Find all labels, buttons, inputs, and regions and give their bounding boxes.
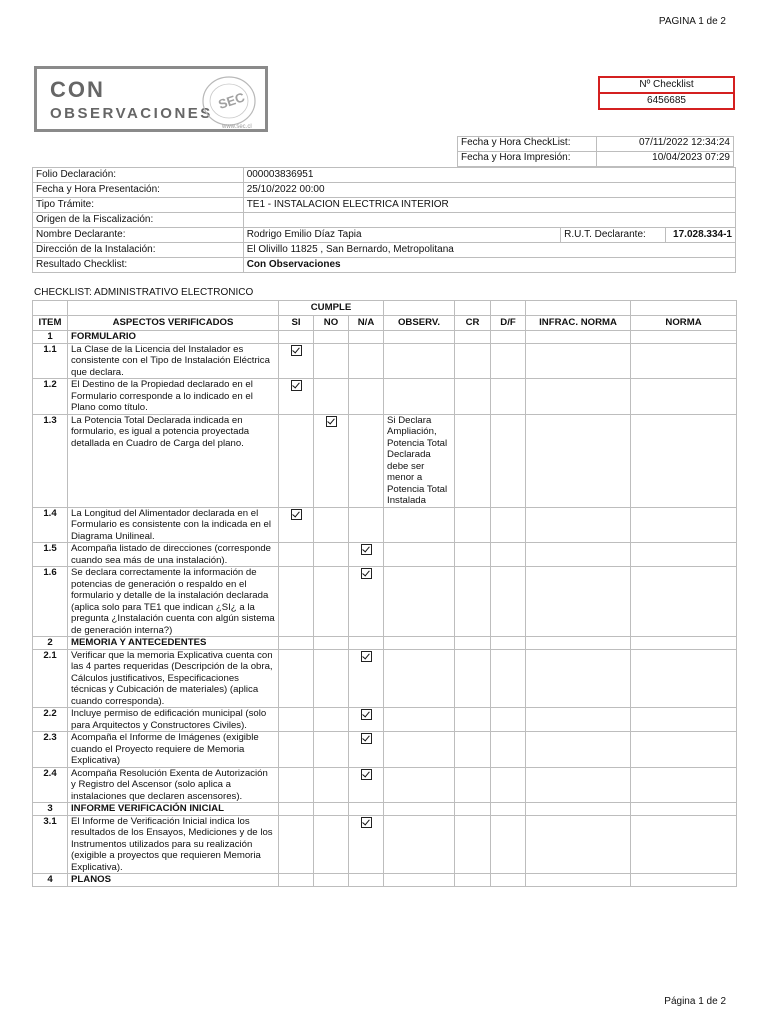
norma-cell (631, 567, 737, 637)
item-number: 1.4 (33, 507, 68, 543)
cumple-si-cell (279, 331, 314, 344)
header-observ: OBSERV. (384, 316, 455, 331)
norma-cell (631, 507, 737, 543)
cumple-na-cell (349, 708, 384, 732)
header-no: NO (314, 316, 349, 331)
norma-cell (631, 803, 737, 816)
checklist-row (33, 732, 737, 768)
observ-cell (384, 637, 455, 650)
infrac-cell (526, 767, 631, 803)
infrac-cell (526, 414, 631, 507)
status-stamp (34, 66, 268, 132)
item-number: 1.3 (33, 414, 68, 507)
df-cell (491, 414, 526, 507)
section-row (33, 803, 737, 816)
dates-table (457, 136, 734, 167)
norma-cell (631, 767, 737, 803)
infrac-cell (526, 803, 631, 816)
observ-cell (384, 507, 455, 543)
section-row (33, 637, 737, 650)
cumple-na-cell (349, 507, 384, 543)
item-number: 1.2 (33, 379, 68, 415)
cr-cell (455, 543, 491, 567)
cr-cell (455, 414, 491, 507)
cumple-na-cell (349, 874, 384, 887)
header-row-top (33, 301, 737, 316)
df-cell (491, 331, 526, 344)
checklist-row (33, 815, 737, 874)
date-row (458, 137, 734, 152)
info-label: Origen de la Fiscalización: (33, 213, 244, 228)
info-label: Tipo Trámite: (33, 198, 244, 213)
norma-cell (631, 414, 737, 507)
df-cell (491, 649, 526, 708)
observ-cell (384, 732, 455, 768)
cr-cell (455, 567, 491, 637)
aspect-text: Se declara correctamente la información de potencias de generación o respaldo en el formulario y detalle de la instalación declarada (aplica solo para TE1 que indican ¿SI¿ a la pregunta ¿Instalación cuenta con algún sistema de generación interna?) (68, 567, 279, 637)
observ-cell (384, 874, 455, 887)
info-label: Dirección de la Instalación: (33, 243, 244, 258)
info-row (33, 228, 736, 243)
norma-cell (631, 637, 737, 650)
cumple-na-cell (349, 414, 384, 507)
df-cell (491, 708, 526, 732)
aspect-text: Acompaña Resolución Exenta de Autorización y Registro del Ascensor (solo aplica a instalaciones que declaren ascensores). (68, 767, 279, 803)
checklist-table (32, 300, 737, 887)
cumple-si-cell (279, 543, 314, 567)
checkbox-checked-icon (361, 651, 372, 662)
cumple-si-cell (279, 874, 314, 887)
cumple-na-cell (349, 567, 384, 637)
item-number: 1 (33, 331, 68, 344)
info-row (33, 258, 736, 273)
info-label: Nombre Declarante: (33, 228, 244, 243)
df-cell (491, 803, 526, 816)
df-cell (491, 815, 526, 874)
section-title: PLANOS (68, 874, 279, 887)
cr-cell (455, 874, 491, 887)
checklist-row (33, 767, 737, 803)
aspect-text: La Potencia Total Declarada indicada en formulario, es igual a potencia proyectada detallada en Cuadro de Carga del plano. (68, 414, 279, 507)
stamp-line-1: CON (50, 77, 105, 102)
cumple-si-cell (279, 567, 314, 637)
header-cr: CR (455, 316, 491, 331)
date-value: 07/11/2022 12:34:24 (597, 137, 734, 152)
item-number: 2.2 (33, 708, 68, 732)
checklist-row (33, 507, 737, 543)
observ-cell (384, 379, 455, 415)
infrac-cell (526, 507, 631, 543)
cumple-si-cell (279, 803, 314, 816)
cumple-na-cell (349, 343, 384, 379)
item-number: 2.4 (33, 767, 68, 803)
checkbox-checked-icon (326, 416, 337, 427)
cr-cell (455, 767, 491, 803)
info-value: El Olivillo 11825 , San Bernardo, Metropolitana (243, 243, 735, 258)
cumple-si-cell (279, 414, 314, 507)
date-row (458, 152, 734, 167)
header-cumple: CUMPLE (279, 301, 384, 316)
header-cell-empty (33, 301, 68, 316)
infrac-cell (526, 379, 631, 415)
df-cell (491, 732, 526, 768)
aspect-text: Incluye permiso de edificación municipal (solo para Arquitectos y Constructores Civiles). (68, 708, 279, 732)
info-row (33, 183, 736, 198)
infrac-cell (526, 343, 631, 379)
cumple-no-cell (314, 567, 349, 637)
observ-cell (384, 649, 455, 708)
cumple-no-cell (314, 343, 349, 379)
cumple-na-cell (349, 637, 384, 650)
cumple-si-cell (279, 379, 314, 415)
info-label: Resultado Checklist: (33, 258, 244, 273)
checklist-row (33, 379, 737, 415)
cumple-no-cell (314, 379, 349, 415)
info-value: 000003836951 (243, 168, 735, 183)
item-number: 1.5 (33, 543, 68, 567)
info-value: 25/10/2022 00:00 (243, 183, 735, 198)
checklist-row (33, 343, 737, 379)
cumple-no-cell (314, 507, 349, 543)
cumple-na-cell (349, 767, 384, 803)
checklist-number-label: Nº Checklist (600, 78, 733, 94)
page-number-bottom: Página 1 de 2 (664, 996, 726, 1007)
item-number: 1.6 (33, 567, 68, 637)
header-norma: NORMA (631, 316, 737, 331)
cr-cell (455, 803, 491, 816)
cumple-si-cell (279, 637, 314, 650)
checklist-row (33, 649, 737, 708)
item-number: 2 (33, 637, 68, 650)
cumple-no-cell (314, 803, 349, 816)
info-label: Fecha y Hora Presentación: (33, 183, 244, 198)
df-cell (491, 874, 526, 887)
norma-cell (631, 649, 737, 708)
norma-cell (631, 874, 737, 887)
item-number: 4 (33, 874, 68, 887)
cr-cell (455, 343, 491, 379)
info-row (33, 168, 736, 183)
df-cell (491, 379, 526, 415)
checkbox-checked-icon (291, 509, 302, 520)
cumple-no-cell (314, 874, 349, 887)
cumple-na-cell (349, 649, 384, 708)
item-number: 2.3 (33, 732, 68, 768)
cumple-si-cell (279, 343, 314, 379)
aspect-text: El Destino de la Propiedad declarado en el Formulario corresponde a lo indicado en el Plano como título. (68, 379, 279, 415)
stamp-line-2: OBSERVACIONES (50, 105, 213, 122)
cumple-no-cell (314, 637, 349, 650)
checklist-row (33, 708, 737, 732)
cumple-na-cell (349, 331, 384, 344)
header-cell-empty (68, 301, 279, 316)
checklist-number-box (598, 76, 735, 110)
item-number: 1.1 (33, 343, 68, 379)
info-row (33, 243, 736, 258)
header-item: ITEM (33, 316, 68, 331)
checkbox-checked-icon (361, 709, 372, 720)
info-value: Rodrigo Emilio Díaz Tapia (243, 228, 560, 243)
observ-cell (384, 815, 455, 874)
checklist-row (33, 567, 737, 637)
cumple-si-cell (279, 708, 314, 732)
page-number-top: PAGINA 1 de 2 (658, 16, 726, 27)
cr-cell (455, 507, 491, 543)
infrac-cell (526, 874, 631, 887)
aspect-text: Acompaña el Informe de Imágenes (exigible cuando el Proyecto requiere de Memoria Explicativa) (68, 732, 279, 768)
cr-cell (455, 732, 491, 768)
checklist-section-title: CHECKLIST: ADMINISTRATIVO ELECTRONICO (34, 287, 254, 298)
checkbox-checked-icon (291, 380, 302, 391)
cumple-na-cell (349, 543, 384, 567)
observ-cell (384, 343, 455, 379)
cr-cell (455, 637, 491, 650)
checklist-row (33, 414, 737, 507)
norma-cell (631, 543, 737, 567)
cr-cell (455, 331, 491, 344)
aspect-text: La Clase de la Licencia del Instalador es consistente con el Tipo de Instalación Eléctrica que declara. (68, 343, 279, 379)
norma-cell (631, 732, 737, 768)
cumple-na-cell (349, 732, 384, 768)
df-cell (491, 767, 526, 803)
checkbox-checked-icon (361, 544, 372, 555)
aspect-text: Acompaña listado de direcciones (corresponde cuando sea más de una instalación). (68, 543, 279, 567)
checklist-row (33, 543, 737, 567)
observ-cell (384, 331, 455, 344)
cumple-si-cell (279, 767, 314, 803)
rut-value: 17.028.334-1 (665, 228, 735, 243)
infrac-cell (526, 815, 631, 874)
header-row (33, 316, 737, 331)
infrac-cell (526, 543, 631, 567)
df-cell (491, 343, 526, 379)
df-cell (491, 543, 526, 567)
sec-logo-text: SEC (216, 89, 247, 113)
observ-cell (384, 543, 455, 567)
infrac-cell (526, 331, 631, 344)
df-cell (491, 637, 526, 650)
section-title: INFORME VERIFICACIÓN INICIAL (68, 803, 279, 816)
item-number: 3.1 (33, 815, 68, 874)
header-cell-empty (384, 301, 455, 316)
declaration-info-table (32, 167, 736, 273)
norma-cell (631, 379, 737, 415)
infrac-cell (526, 732, 631, 768)
cumple-na-cell (349, 379, 384, 415)
aspect-text: La Longitud del Alimentador declarada en el Formulario es consistente con la indicada en el Diagrama Unilineal. (68, 507, 279, 543)
cumple-si-cell (279, 815, 314, 874)
infrac-cell (526, 567, 631, 637)
info-row (33, 213, 736, 228)
cumple-na-cell (349, 815, 384, 874)
infrac-cell (526, 708, 631, 732)
item-number: 3 (33, 803, 68, 816)
header-si: SI (279, 316, 314, 331)
info-value: Con Observaciones (243, 258, 735, 273)
cr-cell (455, 649, 491, 708)
header-aspectos: ASPECTOS VERIFICADOS (68, 316, 279, 331)
df-cell (491, 507, 526, 543)
cr-cell (455, 815, 491, 874)
date-label: Fecha y Hora CheckList: (458, 137, 597, 152)
item-number: 2.1 (33, 649, 68, 708)
cumple-no-cell (314, 543, 349, 567)
header-na: N/A (349, 316, 384, 331)
info-label: Folio Declaración: (33, 168, 244, 183)
observ-cell (384, 567, 455, 637)
cumple-si-cell (279, 649, 314, 708)
checklist-number-value: 6456685 (647, 95, 686, 106)
section-row (33, 874, 737, 887)
header-cell-empty (526, 301, 631, 316)
aspect-text: El Informe de Verificación Inicial indica los resultados de los Ensayos, Mediciones y de los Instrumentos utilizados para su realización (exigible a proyectos que requieren Memoria Explicativa). (68, 815, 279, 874)
section-title: MEMORIA Y ANTECEDENTES (68, 637, 279, 650)
checkbox-checked-icon (361, 817, 372, 828)
cr-cell (455, 708, 491, 732)
cumple-na-cell (349, 803, 384, 816)
date-label: Fecha y Hora Impresión: (458, 152, 597, 167)
sec-logo-url: www.sec.cl (222, 124, 252, 130)
checkbox-checked-icon (361, 769, 372, 780)
infrac-cell (526, 649, 631, 708)
section-title: FORMULARIO (68, 331, 279, 344)
header-df: D/F (491, 316, 526, 331)
norma-cell (631, 815, 737, 874)
cumple-si-cell (279, 507, 314, 543)
cumple-no-cell (314, 732, 349, 768)
cumple-no-cell (314, 649, 349, 708)
header-infrac: INFRAC. NORMA (526, 316, 631, 331)
cumple-no-cell (314, 414, 349, 507)
date-value: 10/04/2023 07:29 (597, 152, 734, 167)
norma-cell (631, 708, 737, 732)
cumple-si-cell (279, 732, 314, 768)
observ-cell (384, 803, 455, 816)
cumple-no-cell (314, 767, 349, 803)
aspect-text: Verificar que la memoria Explicativa cuenta con las 4 partes requeridas (Descripción de la obra, Cálculos justificativos, Especificaciones técnicas y Cubicación de materiales) (aplica cuando corresponda). (68, 649, 279, 708)
cumple-no-cell (314, 708, 349, 732)
infrac-cell (526, 637, 631, 650)
norma-cell (631, 331, 737, 344)
checkbox-checked-icon (361, 733, 372, 744)
header-cell-empty (491, 301, 526, 316)
info-value (243, 213, 735, 228)
rut-label: R.U.T. Declarante: (561, 228, 666, 243)
cr-cell (455, 379, 491, 415)
header-cell-empty (631, 301, 737, 316)
section-row (33, 331, 737, 344)
norma-cell (631, 343, 737, 379)
checkbox-checked-icon (361, 568, 372, 579)
cumple-no-cell (314, 815, 349, 874)
cumple-no-cell (314, 331, 349, 344)
info-value: TE1 - INSTALACION ELECTRICA INTERIOR (243, 198, 735, 213)
df-cell (491, 567, 526, 637)
observ-cell (384, 767, 455, 803)
sec-logo-icon (199, 73, 261, 131)
header-cell-empty (455, 301, 491, 316)
observ-cell (384, 708, 455, 732)
checkbox-checked-icon (291, 345, 302, 356)
observ-cell: Si Declara Ampliación, Potencia Total Declarada debe ser menor a Potencia Total Instalada (384, 414, 455, 507)
info-row (33, 198, 736, 213)
